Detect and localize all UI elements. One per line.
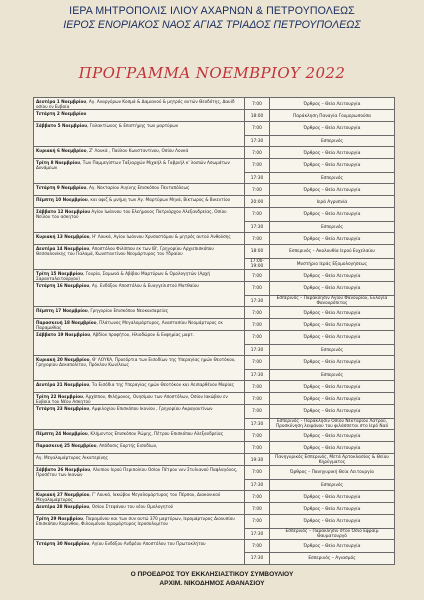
service-name: Μυστήριο Ιεράς Εξομολογήσεως — [270, 258, 394, 271]
day-description — [36, 185, 242, 195]
service-name: Όρθρος – Θεία Λειτουργία — [303, 408, 361, 414]
time-cell — [244, 405, 269, 429]
service-time: 7:00 — [252, 506, 262, 512]
day-date: Τρίτη 8 Νοεμβρίου — [36, 160, 81, 165]
service-time: 7:00 — [252, 384, 262, 390]
service-cell — [269, 270, 394, 281]
service-time: 19:30 — [250, 457, 264, 463]
day-date: Κυριακή 6 Νοεμβρίου — [36, 148, 87, 153]
service-name: Εσπερινός — [270, 135, 394, 148]
feast-text: Αγίου Ιωάννου του Ελεήμονος Πατριάρχου Αλεξανδρείας, Οσίου Νείλου του ασκητού — [36, 209, 227, 220]
day-date: Τρίτη 22 Νοεμβρίου — [36, 394, 84, 399]
schedule-row — [34, 270, 394, 282]
day-date: Τρίτη 15 Νοεμβρίου — [36, 271, 84, 276]
day-description — [36, 308, 242, 318]
service-time: 7:00 — [252, 494, 262, 500]
schedule-row — [34, 540, 394, 564]
service-name: Ιερά Αγρυπνία — [316, 199, 348, 205]
schedule-row — [34, 331, 394, 356]
time-cell — [244, 356, 269, 380]
service-cell — [269, 282, 394, 306]
time-cell — [244, 147, 269, 158]
service-name: Όρθρος – Πανηγυρική Θεία Λειτουργία — [290, 469, 374, 475]
day-description — [36, 320, 242, 330]
day-description — [36, 492, 242, 502]
feast-text: , και αφιζ & μνήμη των Αγ. Μαρτύρων Μηνά, Βίκτωρος & Βικεντίου — [87, 197, 231, 202]
day-date: Σάββατο 19 Νοεμβρίου — [36, 332, 91, 337]
time-cell — [244, 442, 269, 453]
service-time: 7:00 — [252, 236, 262, 242]
feast-text: , Παραμόνου και των συν αυτώ 370 μαρτύρων, Ιερομάρτυρος Διονυσίου Επισκόπου Κορίνθου, Φιλουμένου Ιερομάρτυρος Ιεροσολυμίτου — [36, 516, 235, 527]
service-cell — [269, 98, 394, 109]
service-time: 7:00 — [252, 273, 262, 279]
service-name: Εσπερινός – Παράκλησιν στον Όσιο Εφραίμ Θαυματουργό — [270, 528, 394, 541]
time-cell — [244, 491, 269, 502]
service-name: Όρθρος – Θεία Λειτουργία — [303, 506, 361, 512]
time-cell — [244, 159, 269, 183]
service-cell — [269, 208, 394, 232]
service-name: Όρθρος – Θεία Λειτουργία — [303, 359, 361, 365]
day-description — [36, 332, 242, 355]
day-date: Τετάρτη 23 Νοεμβρίου — [36, 406, 90, 411]
service-time: 7:00 — [252, 285, 262, 291]
schedule-row — [34, 442, 394, 454]
schedule-row — [34, 98, 394, 110]
time-cell — [244, 307, 269, 318]
day-description — [36, 283, 242, 306]
footer-signatory: ΑΡΧΙΜ. ΝΙΚΟΔΗΜΟΣ ΑΘΑΝΑΣΙΟΥ — [159, 580, 265, 587]
service-cell — [269, 196, 394, 207]
service-time: 7:00 — [252, 396, 262, 402]
day-date: Κυριακή 27 Νοεμβρίου — [36, 492, 90, 497]
feast-text: , Αλυπίου Ιερού Περιπολίου Οσίου Πέτρου νυν Στυλιανού Παφλαγόνος, Προσέτου των Ικανών — [36, 467, 238, 478]
time-cell — [244, 319, 269, 330]
service-name: Εσπερινός — [270, 479, 394, 492]
service-name: Εσπερινός — [270, 221, 394, 234]
service-time: 7:00 — [252, 322, 262, 328]
schedule-row — [34, 245, 394, 270]
service-name: Όρθρος – Θεία Λειτουργία — [303, 187, 361, 193]
day-description — [36, 516, 242, 539]
feast-text: , Ζ' Λουκά , Παύλου Κωνσταντίνου, Οσίου Λουκά — [86, 148, 189, 153]
day-description — [36, 271, 242, 281]
day-date: Παρασκευή 18 Νοεμβρίου — [36, 320, 97, 325]
service-cell — [269, 491, 394, 502]
schedule-row — [34, 159, 394, 184]
time-cell — [244, 540, 269, 564]
service-cell — [269, 147, 394, 158]
service-time: 7:00 — [252, 359, 262, 365]
service-name: Εσπερινός — [270, 172, 394, 185]
time-cell — [244, 122, 269, 146]
schedule-row — [34, 282, 394, 307]
time-cell — [244, 466, 269, 490]
feast-text: , Απόδοσις Εορτής Εισοδίων, — [96, 443, 158, 448]
service-cell — [269, 331, 394, 355]
schedule-row — [34, 122, 394, 147]
service-name: Όρθρος – Θεία Λειτουργία — [303, 211, 361, 217]
schedule-row — [34, 405, 394, 430]
service-cell — [269, 393, 394, 404]
day-description — [36, 431, 242, 441]
time-cell — [244, 270, 269, 281]
service-name: Εσπερινός – Αγιασμός — [270, 552, 394, 564]
service-cell — [269, 540, 394, 564]
header — [0, 4, 424, 32]
day-description — [36, 382, 242, 392]
footer-role: Ο ΠΡΟΕΔΡΟΣ ΤΟΥ ΕΚΚΛΗΣΙΑΣΤΙΚΟΥ ΣΥΜΒΟΥΛΙΟΥ — [130, 571, 294, 578]
feast-text: , Γουρία, Σαμωνά & Αβίβου Μαρτύρων & Ομολογητών (Αρχή Σαρανταλειτούργου) — [36, 271, 211, 281]
day-description — [36, 209, 242, 232]
service-time: 7:00 — [252, 543, 262, 549]
feast-text: , Αμφιλοχίου Επισκόπου Ικονίου , Γρηγορίου Ακραγαντίνων — [89, 406, 213, 411]
service-time: 17:30 — [245, 528, 269, 541]
day-date: Κυριακή 20 Νοεμβρίου — [36, 357, 90, 362]
day-description — [36, 406, 242, 429]
service-time: 17:00-19:00 — [245, 258, 269, 271]
service-cell — [269, 319, 394, 330]
schedule-row — [34, 515, 394, 540]
service-name: Εσπερινός — [270, 344, 394, 357]
day-description — [36, 394, 242, 404]
day-description — [36, 197, 242, 207]
service-time: 7:00 — [252, 310, 262, 316]
service-time: 7:00 — [252, 518, 262, 524]
day-description — [36, 246, 242, 269]
service-name: Όρθρος – Θεία Λειτουργία — [303, 518, 361, 524]
feast-text: , Αγίου Ενδόξου Ανδρέου Αποστόλου του Πρωτοκλήτου — [89, 541, 206, 546]
service-name: Όρθρος – Θεία Λειτουργία — [303, 273, 361, 279]
feast-text: , Θ' ΛΟΥΚΑ, Προεόρτια των Εισοδίων της Υπεραγίας ημών Θεοτόκου, Γρηγορίου Δεκαπολίτου, Πρόκλου Κων/λεως — [36, 357, 236, 368]
feast-text: Αγ. Μεγαλομάρτυρος Αικατερίνης — [36, 455, 109, 460]
service-time: 17:30 — [245, 479, 269, 492]
day-date: Σάββατο 26 Νοεμβρίου — [36, 467, 91, 472]
footer — [0, 570, 424, 588]
schedule-row — [34, 208, 394, 233]
service-time: 7:00 — [252, 408, 262, 414]
service-cell — [269, 307, 394, 318]
schedule-row — [34, 393, 394, 405]
day-date: Τετάρτη 2 Νοεμβρίου — [36, 111, 87, 116]
parish-name: ΙΕΡΟΣ ΕΝΟΡΙΑΚΟΣ ΝΑΟΣ ΑΓΙΑΣ ΤΡΙΑΔΟΣ ΠΕΤΡΟΥΠΟΛΕΩΣ — [63, 19, 361, 31]
feast-text: , Η' Λουκά, Αγίου Ιωάννου Χρυσοστόμου & μητρός αυτού Ανθούσης — [89, 234, 231, 239]
service-cell — [269, 233, 394, 244]
time-cell — [244, 430, 269, 441]
time-cell — [244, 515, 269, 539]
schedule-row — [34, 503, 394, 515]
feast-text: , Των Παμμεγίστων Ταξιαρχών Μιχαήλ & Γαβριήλ κ' λοιπών Ασωμάτων Δυνάμεων — [36, 160, 230, 171]
time-cell — [244, 110, 269, 121]
service-time: 17:30 — [245, 418, 269, 431]
service-name: Εσπερινός — [270, 369, 394, 382]
service-name: Όρθρος – Θεία Λειτουργία — [303, 310, 361, 316]
day-date: Τετάρτη 16 Νοεμβρίου — [36, 283, 90, 288]
schedule-table — [33, 97, 395, 565]
service-time: 17:30 — [245, 172, 269, 185]
service-cell — [269, 245, 394, 269]
time-cell — [244, 184, 269, 195]
schedule-row — [34, 381, 394, 393]
service-name: Όρθρος – Θεία Λειτουργία — [303, 543, 361, 549]
feast-text: , Τα Εισόδια της Υπεραγίας ημών Θεοτόκου και Αειπαρθένου Μαρίας — [89, 382, 235, 387]
service-cell — [269, 442, 394, 453]
feast-text: , Αγ. Νεκταρίου Αιγίνης Επισκόπου Πενταπόλεως — [86, 185, 190, 190]
service-time: 20:00 — [250, 199, 264, 205]
service-time: 7:00 — [252, 445, 262, 451]
feast-text: , Αρχίππου, Φιλήμονος, Ονησίμου των Αποστόλων, Οσίου Ιακώβου εν Ευβοία του Νέου Ασκητού — [36, 394, 228, 404]
service-time: 7:00 — [252, 187, 262, 193]
schedule-row — [34, 356, 394, 381]
schedule-row — [34, 430, 394, 442]
service-time: 17:30 — [245, 552, 269, 564]
feast-text: , Γρηγορίου Επισκόπου Νεοκαισαρείας — [87, 308, 169, 313]
day-description — [36, 443, 242, 453]
time-cell — [244, 393, 269, 404]
service-name: Όρθρος – Θεία Λειτουργία — [303, 334, 361, 340]
service-name: Όρθρος – Θεία Λειτουργία — [303, 384, 361, 390]
service-cell — [269, 503, 394, 514]
feast-text: , Αβδίου προφήτου, Ηλιοδώρου & Ευφημίας μαρτ. — [90, 332, 195, 337]
schedule-row — [34, 196, 394, 208]
day-description — [36, 357, 242, 380]
day-date: Παρασκευή 25 Νοεμβρίου — [36, 443, 97, 448]
schedule-row — [34, 466, 394, 491]
service-time: 17:30 — [245, 369, 269, 382]
time-cell — [244, 208, 269, 232]
service-name: Όρθρος – Θεία Λειτουργία — [303, 162, 361, 168]
program-title: ΠΡΟΓΡΑΜΜΑ ΝΟΕΜΒΡΙΟΥ 2022 — [78, 64, 346, 82]
feast-text: , Οσίου Στεφάνου του νέου Ομολογητού — [89, 504, 174, 509]
day-date: Κυριακή 13 Νοεμβρίου — [36, 234, 90, 239]
schedule-row — [34, 307, 394, 319]
time-cell — [244, 454, 269, 465]
service-name: Όρθρος – Θεία Λειτουργία — [303, 322, 361, 328]
service-cell — [269, 159, 394, 183]
schedule-row — [34, 184, 394, 196]
feast-text: , Αγ. Ενδόξου Αποστόλου & Ευαγγελιστού Ματθαίου — [89, 283, 199, 288]
day-description — [36, 455, 242, 465]
service-time: 17:30 — [245, 135, 269, 148]
service-time: 17:30 — [245, 221, 269, 234]
day-date: Πέμπτη 10 Νοεμβρίου — [36, 197, 88, 202]
feast-text: , Πλάτωνος Μεγαλομάρτυρος, Αναστασίου Νεομάρτυρος εκ Παραμυθίας — [36, 320, 223, 330]
feast-text: , Αποστόλου Φιλίππου εκ των ΙΒ', Γρηγορίου Αρχιεπισκόπου Θεσσαλονίκης του Παλαμά, Κωνσταντίνου Νεομάρτυρος του Υδραίου — [36, 246, 214, 257]
time-cell — [244, 98, 269, 109]
day-date: Σάββατο 12 Νοεμβρίου — [36, 209, 91, 214]
service-name: Όρθρος – Θεία Λειτουργία — [303, 285, 361, 291]
schedule-row — [34, 319, 394, 331]
day-date: Τετάρτη 9 Νοεμβρίου — [36, 185, 87, 190]
day-date: Δευτέρα 21 Νοεμβρίου — [36, 382, 90, 387]
feast-text: , Κλήμεντος Επισκόπου Ρώμης, Πέτρου Επισκόπου Αλεξανδρείας — [87, 431, 224, 436]
time-cell — [244, 381, 269, 392]
feast-text: , Αγ. Αναργύρων Κοσμά & Δαμιανού & μητρός αυτών Θεοδότης, Δαυίδ οσίου εν Ευβοία — [36, 99, 235, 109]
day-description — [36, 504, 242, 514]
service-time: 7:00 — [252, 211, 262, 217]
service-cell — [269, 122, 394, 146]
service-cell — [269, 466, 394, 490]
service-time: 7:00 — [252, 334, 262, 340]
service-cell — [269, 515, 394, 539]
service-time: 18:00 — [250, 113, 264, 119]
schedule-row — [34, 147, 394, 159]
schedule-row — [34, 491, 394, 503]
time-cell — [244, 331, 269, 355]
day-date: Πέμπτη 24 Νοεμβρίου — [36, 431, 88, 436]
day-description — [36, 467, 242, 490]
day-description — [36, 123, 242, 146]
time-cell — [244, 233, 269, 244]
metropolis-name: ΙΕΡΑ ΜΗΤΡΟΠΟΛΙΣ ΙΛΙΟΥ ΑΧΑΡΝΩΝ & ΠΕΤΡΟΥΠΟΛΕΩΣ — [69, 5, 355, 17]
time-cell — [244, 282, 269, 306]
service-name: Παράκληση Παναγία Γουμερωσούσα — [292, 113, 371, 119]
day-description — [36, 234, 242, 244]
day-date: Δευτέρα 1 Νοεμβρίου — [36, 99, 87, 104]
service-time: 7:00 — [252, 101, 262, 107]
service-cell — [269, 184, 394, 195]
service-time: 7:00 — [252, 469, 262, 475]
day-description — [36, 99, 242, 109]
service-name: Όρθρος – Θεία Λειτουργία — [303, 396, 361, 402]
service-time: 18:00 — [250, 248, 264, 254]
service-name: Όρθρος – Θεία Λειτουργία — [303, 150, 361, 156]
feast-text: , Γαλακτίωνος & Επιστήμης των μαρτύρων — [87, 123, 179, 128]
service-time: 7:00 — [252, 125, 262, 131]
time-cell — [244, 196, 269, 207]
day-description — [36, 541, 242, 563]
service-name: Όρθρος – Θεία Λειτουργία — [303, 445, 361, 451]
service-name: Εσπερινός – Παράκλησιν Αγίου Φανουρίου, Ευλογία Φανουρόπιτας — [270, 295, 394, 308]
service-name: Εσπερινός – Παράκλησιν Οσίου Νεκταρίου Λατρού, Προσκύνηση λειψάνου του φιλάσσεται στο Ιερό Ναό — [270, 418, 394, 431]
service-time: 17:30 — [245, 295, 269, 308]
day-description — [36, 111, 242, 121]
service-cell — [269, 110, 394, 121]
service-time: 7:00 — [252, 162, 262, 168]
service-name: Όρθρος – Θεία Λειτουργία — [303, 125, 361, 131]
feast-text: , Γ' Λουκά, Ιακώβου Μεγαλομάρτυρος του Πέρσου, Διακονικού Μεγαλομάρτυρος — [36, 492, 221, 502]
service-name: Όρθρος – Θεία Λειτουργία — [303, 433, 361, 439]
service-name: Όρθρος – Θεία Λειτουργία — [303, 494, 361, 500]
day-date: Πέμπτη 17 Νοεμβρίου — [36, 308, 88, 313]
service-cell — [269, 405, 394, 429]
time-cell — [244, 503, 269, 514]
service-time: 7:00 — [252, 150, 262, 156]
schedule-row — [34, 454, 394, 466]
day-date: Τετάρτη 30 Νοεμβρίου — [36, 541, 90, 546]
service-name: Εσπερινός – Ακολουθία Ιερού Ευχελαίου — [289, 248, 375, 254]
schedule-row — [34, 110, 394, 122]
service-cell — [269, 430, 394, 441]
day-date: Δευτέρα 14 Νοεμβρίου — [36, 246, 90, 251]
day-date: Σάββατο 5 Νοεμβρίου — [36, 123, 88, 128]
time-cell — [244, 245, 269, 269]
service-name: Όρθρος – Θεία Λειτουργία — [303, 101, 361, 107]
service-time: 17:30 — [245, 344, 269, 357]
day-description — [36, 148, 242, 158]
service-cell — [269, 454, 394, 465]
service-name: Πανηγυρικός Εσπερινός, Μετά Αρτοκλασίας & Θείου Κηρύγματος — [275, 455, 389, 465]
day-date: Τρίτη 29 Νοεμβρίου — [36, 516, 84, 521]
service-cell — [269, 381, 394, 392]
service-name: Όρθρος – Θεία Λειτουργία — [303, 236, 361, 242]
schedule-row — [34, 233, 394, 245]
day-date: Δευτέρα 28 Νοεμβρίου — [36, 504, 90, 509]
service-cell — [269, 356, 394, 380]
service-time: 7:00 — [252, 433, 262, 439]
day-description — [36, 160, 242, 183]
